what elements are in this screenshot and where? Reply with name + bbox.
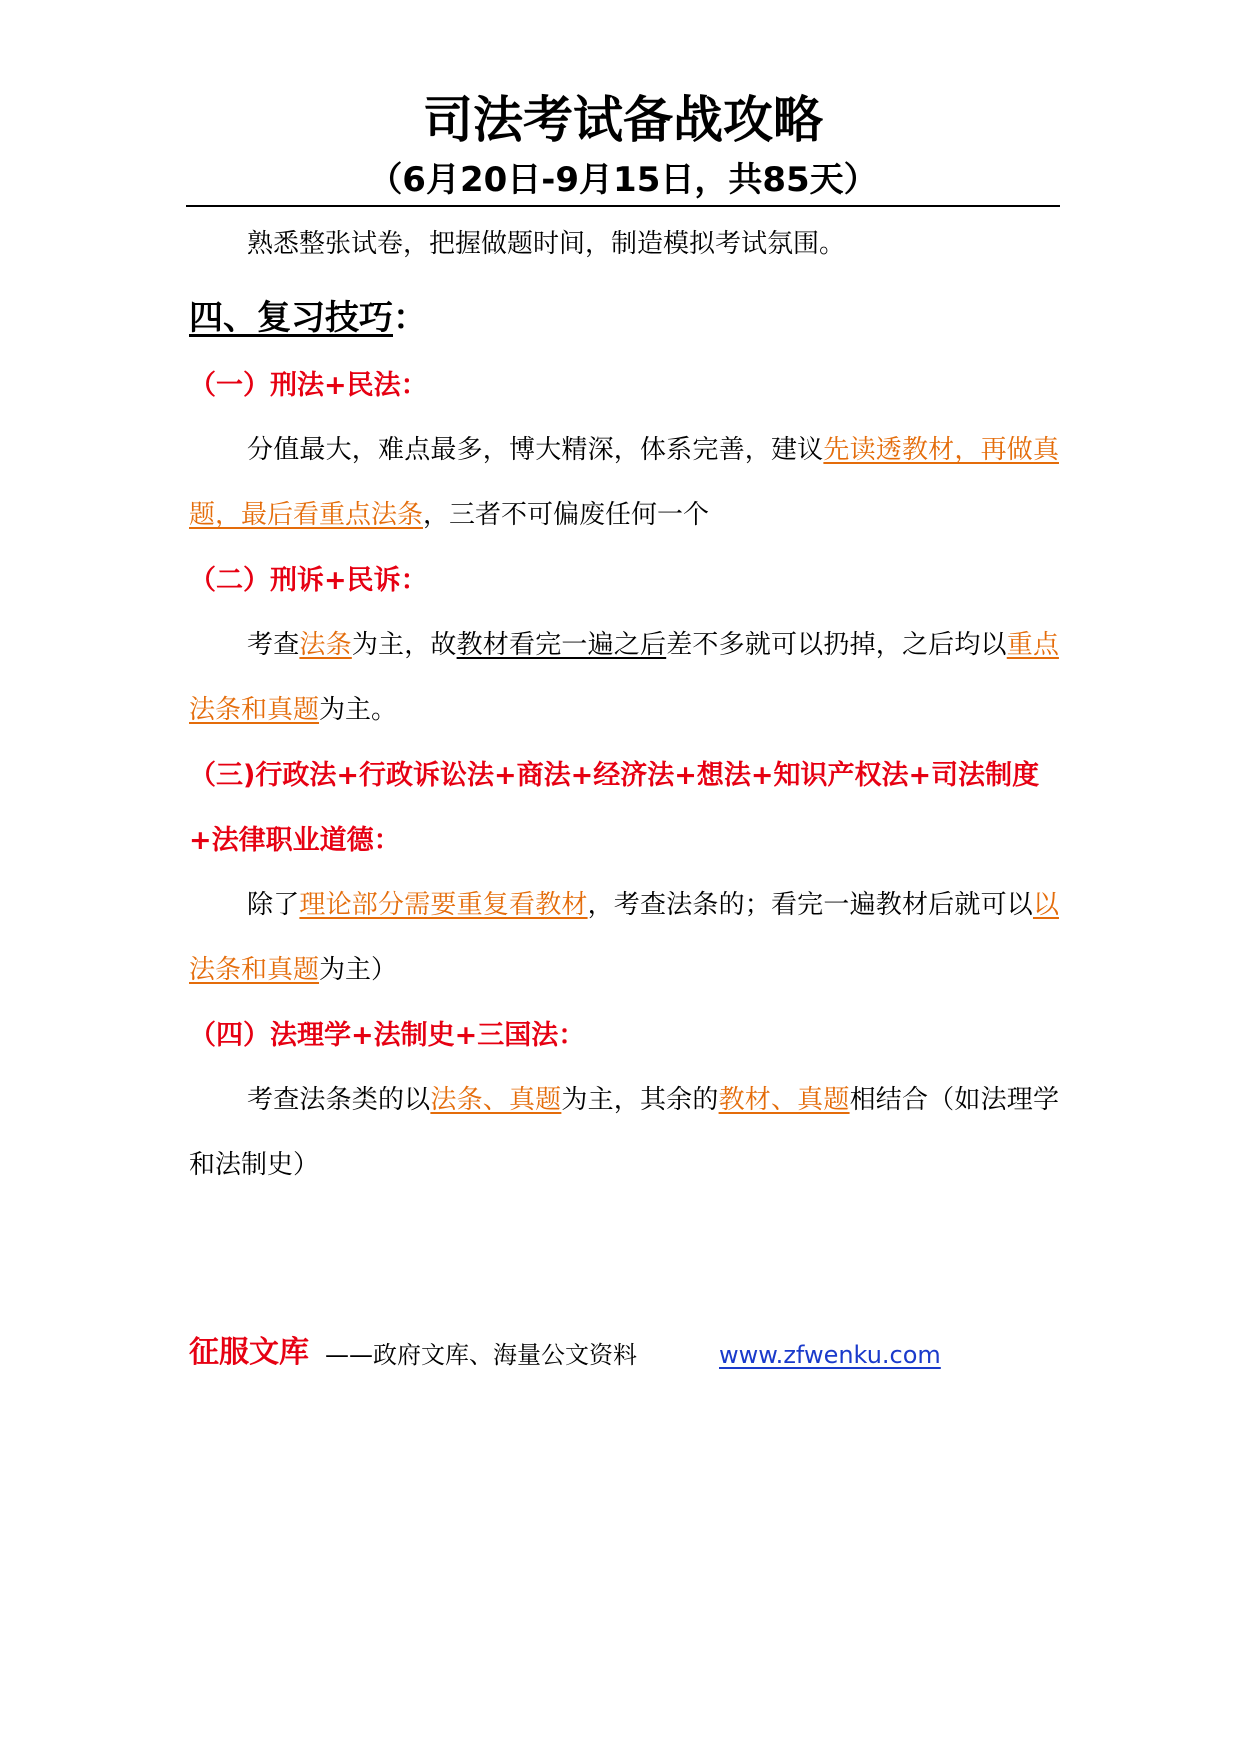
highlight-run: 法条、真题 (430, 1085, 562, 1115)
underline-run: 教材看完一遍之后 (456, 630, 667, 660)
section-heading-colon: ： (393, 298, 427, 338)
text-run: ，考查法条的；看完一遍教材后就可以 (587, 890, 1033, 920)
footer-tagline: ——政府文库、海量公文资料 (325, 1341, 637, 1369)
text-run: ，三者不可偏废任何一个 (423, 500, 710, 530)
subsection-3-paragraph (189, 873, 1059, 1003)
text-run: 除了 (247, 890, 300, 920)
subsection-1-paragraph (189, 418, 1059, 548)
highlight-run: 重点法条和真题 (189, 630, 1059, 725)
document-body (189, 212, 1059, 1198)
section-heading-text: 四、复习技巧 (189, 298, 393, 338)
text-run: 相结合（如法理学和法制史） (189, 1085, 1059, 1180)
document-subtitle: （6月20日-9月15日，共85天） (368, 160, 878, 200)
subsection-2-paragraph (189, 613, 1059, 743)
section-heading (189, 283, 1059, 353)
text-run: 考查 (247, 630, 300, 660)
header-divider (186, 205, 1060, 207)
subsection-4-title: （四）法理学+法制史+三国法： (189, 1020, 586, 1051)
highlight-run: 先读透教材，再做真题，最后看重点法条 (189, 435, 1059, 530)
text-run: 为主。 (319, 695, 398, 725)
document-title: 司法考试备战攻略 (423, 91, 823, 149)
text-run: 考查法条类的以 (247, 1085, 431, 1115)
text-run: 为主，其余的 (561, 1085, 719, 1115)
website-link[interactable]: www.zfwenku.com (719, 1341, 941, 1369)
highlight-run: 教材、真题 (718, 1085, 850, 1115)
highlight-run: 以法条和真题 (189, 890, 1059, 985)
subsection-2-title: （二）刑诉+民诉： (189, 565, 428, 596)
page-footer (189, 1328, 1059, 1378)
text-run: 为主，故 (351, 630, 457, 660)
brand-logo-text: 征服文库 (189, 1335, 309, 1370)
intro-paragraph: 熟悉整张试卷，把握做题时间，制造模拟考试氛围。 (247, 229, 846, 259)
subsection-4-paragraph (189, 1068, 1059, 1198)
text-run: 分值最大，难点最多，博大精深，体系完善，建议 (247, 435, 824, 465)
subsection-3-title: （三)行政法+行政诉讼法+商法+经济法+想法+知识产权法+司法制度+法律职业道德： (189, 760, 1040, 856)
text-run: 为主） (319, 955, 398, 985)
highlight-run: 法条 (299, 630, 352, 660)
subsection-1-title: （一）刑法+民法： (189, 370, 428, 401)
highlight-run: 理论部分需要重复看教材 (299, 890, 588, 920)
text-run: 差不多就可以扔掉，之后均以 (666, 630, 1007, 660)
